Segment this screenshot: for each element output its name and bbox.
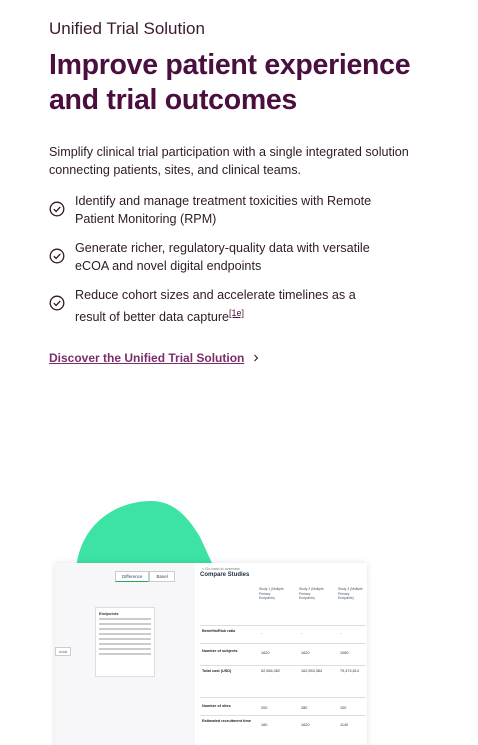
mockup-cell: 1620 (261, 651, 270, 655)
mockup-row-label: Estimated recruitment time (202, 719, 251, 723)
citation-link[interactable]: [1e] (229, 308, 245, 318)
chevron-right-icon (252, 354, 260, 362)
mockup-tabs (115, 571, 175, 582)
mockup-cell: - (261, 631, 263, 635)
discover-solution-link[interactable] (49, 351, 260, 365)
mockup-cell: 1140 (340, 723, 349, 727)
mockup-column-header: Study 1 (Multiple Primary Endpoints) (259, 587, 284, 600)
mockup-cell: 280 (301, 706, 308, 710)
divider (200, 715, 366, 716)
mockup-cell: 1080 (340, 651, 349, 655)
check-circle-icon (49, 248, 65, 264)
mockup-breadcrumb[interactable]: < Go back to overview (202, 567, 240, 571)
check-circle-icon (49, 201, 65, 217)
mockup-row-label: Number of sites (202, 704, 231, 708)
feature-text: Generate richer, regulatory-quality data with versatile eCOA and novel digital endpoints (75, 241, 370, 273)
mockup-title: Compare Studies (200, 572, 250, 578)
divider (200, 643, 366, 644)
intro-text: Simplify clinical trial participation with a single integrated solution connecting patients, sites, and clinical teams. (49, 145, 409, 177)
headline: Improve patient experience and trial outcomes (49, 49, 411, 116)
mockup-cell: 1620 (301, 723, 310, 727)
feature-list (49, 192, 449, 337)
eyebrow: Unified Trial Solution (49, 19, 205, 38)
mockup-left-pane (55, 563, 195, 745)
product-visual (0, 480, 478, 745)
feature-item (49, 192, 449, 228)
mockup-cell: 1620 (301, 651, 310, 655)
mockup-row-label: Number of subjects (202, 649, 238, 653)
divider (200, 625, 366, 626)
mockup-endpoint-panel (95, 607, 155, 677)
mockup-tab[interactable]: Basel (149, 571, 174, 582)
check-circle-icon (49, 295, 65, 311)
mockup-row-label: Benefits/Risk ratio (202, 629, 236, 633)
mockup-cell: 162,553,384 (301, 669, 323, 673)
app-screenshot-mockup (55, 563, 367, 745)
feature-item (49, 286, 449, 326)
mockup-cell: 160 (261, 723, 268, 727)
mockup-cell: - (301, 631, 303, 635)
mockup-cell: - (340, 631, 342, 635)
mockup-compare-pane (195, 563, 367, 745)
panel-label: Endpoints (99, 611, 119, 616)
mockup-cell: 79,474,614 (340, 669, 360, 673)
mockup-cell: 100 (340, 706, 347, 710)
divider (200, 665, 366, 666)
mockup-column-header: Study 2 (Multiple Primary Endpoints) (299, 587, 324, 600)
divider (200, 697, 366, 698)
mockup-side-tab[interactable]: ncial (55, 647, 71, 656)
mockup-row-label: Total cost (USD) (202, 669, 232, 673)
feature-text: Identify and manage treatment toxicities with Remote Patient Monitoring (RPM) (75, 194, 372, 226)
cta-label: Discover the Unified Trial Solution (49, 351, 245, 365)
feature-text: Reduce cohort sizes and accelerate timelines as a result of better data capture[1e] (75, 288, 356, 325)
mockup-cell: 200 (261, 706, 268, 710)
feature-item (49, 239, 449, 275)
mockup-column-header: Study 3 (Multiple Primary Endpoints) (338, 587, 363, 600)
mockup-cell: 62,566,382 (261, 669, 281, 673)
mockup-tab[interactable]: Difference (115, 571, 149, 582)
